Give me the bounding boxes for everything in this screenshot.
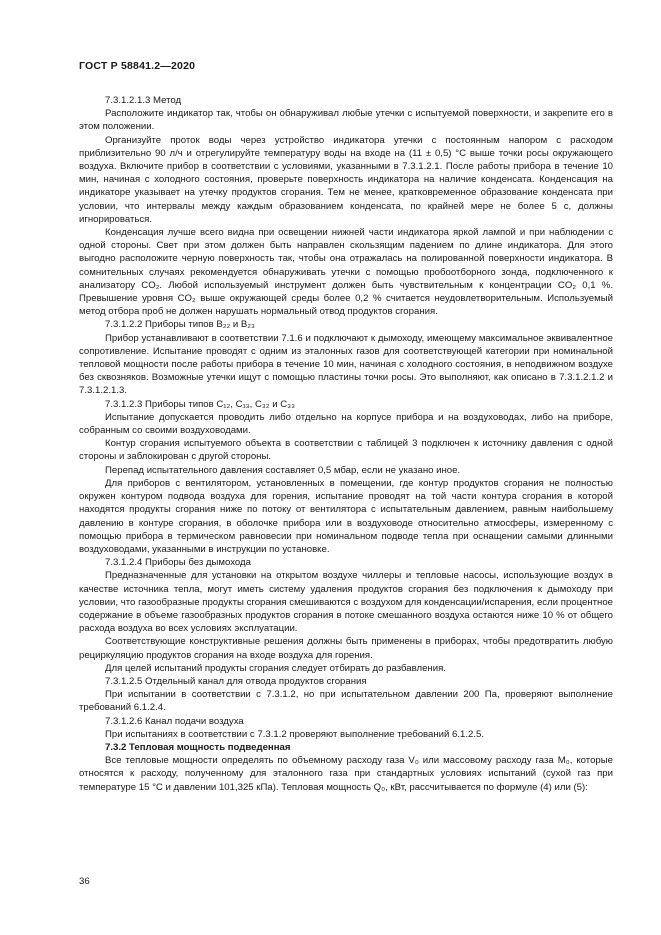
document-header: ГОСТ Р 58841.2—2020 (79, 60, 196, 72)
body-paragraph: Организуйте проток воды через устройство индикатора утечки с постоянным напором с расходом приблизительно 90 л/ч и отрегулируйте температуру воды на входе на (11 ± 0,5) °С выше точки росы окружающего воздуха. Включите прибор в соответствии с условиями, указанными в 7.3.1.2.1. После работы прибора в течение 10 мин, начиная с холодного состояния, проверьте поверхность индикатора на наличие конденсата. Конденсация на индикаторе указывает на утечку продуктов сгорания. Тем не менее, кратковременное образование конденсата при условии, что интервалы между каждым образованием конденсата, по крайней мере не более 5 с, должны игнорироваться. (79, 134, 613, 225)
body-paragraph: Контур сгорания испытуемого объекта в соответствии с таблицей 3 подключен к источнику давления с одной стороны и заблокирован с другой стороны. (79, 438, 613, 463)
page-number: 36 (79, 876, 90, 887)
body-paragraph: Соответствующие конструктивные решения должны быть применены в приборах, чтобы предотвратить любую рециркуляцию продуктов сгорания на входе воздуха для горения. (79, 636, 613, 661)
body-paragraph: При испытании в соответствии с 7.3.1.2, но при испытательном давлении 200 Па, проверяют выполнение требований 6.1.2.4. (79, 689, 613, 714)
body-paragraph: При испытаниях в соответствии с 7.3.1.2 проверяют выполнение требований 6.1.2.5. (105, 728, 485, 740)
body-paragraph: Предназначенные для установки на открытом воздухе чиллеры и тепловые насосы, использующие воздух в качестве источника тепла, могут иметь систему удаления продуктов сгорания без подключения к дымоходу при условии, что газообразные продукты сгорания смешиваются с воздухом для конденсации/испарения, если процентное содержание в объеме газообразных продуктов сгорания в потоке смешанного воздуха остаются ниже 10 % от общего расхода воздуха во всех условиях эксплуатации. (79, 570, 613, 635)
body-paragraph: Все тепловые мощности определять по объемному расходу газа V₀ или массовому расходу газа M₀, которые относятся к расходу, полученному для эталонного газа при стандартных условиях испытаний (сухой газ при температуре 15 °С и давлении 101,325 кПа). Тепловая мощность Q₀, кВт, рассчитывается по формуле (4) или (5): (79, 755, 613, 793)
body-paragraph: Испытание допускается проводить либо отдельно на корпусе прибора и на воздуховодах, либо на приборе, собранным со своими воздуховодами. (79, 411, 613, 437)
body-paragraph: Конденсация лучше всего видна при освещении нижней части индикатора яркой лампой и при наблюдении с одной стороны. Свет при этом должен быть направлен скользящим падением по длине индикатора. Для этого выгодно расположите черную поверхность так, чтобы она отражалась на полированной поверхности индикатора. В сомнительных случаях рекомендуется обнаруживать утечки с помощью пробоотборного зонда, подключенного к анализатору CO₂. Любой используемый инструмент должен быть чувствительным к концентрации CO₂ 0,1 %. Превышение уровня CO₂ выше окружающей среды более 0,2 % считается неудовлетворительным. Используемый метод отбора проб не должен нарушать нормальный отвод продуктов сгорания. (79, 227, 613, 318)
document-body (79, 94, 613, 794)
section-heading: 7.3.1.2.5 Отдельный канал для отвода продуктов сгорания (105, 675, 367, 687)
body-paragraph: Перепад испытательного давления составляет 0,5 мбар, если не указано иное. (105, 464, 461, 476)
section-heading: 7.3.1.2.3 Приборы типов C₁₂, C₁₃, C₃₂ и C₃₃ (105, 398, 295, 410)
body-paragraph: Для приборов с вентилятором, установленных в помещении, где контур продуктов сгорания не полностью окружен контуром подвода воздуха для горения, испытание проводят на той части контура сгорания в которой находятся продукты сгорания ниже по потоку от вентилятора с испытательным давлением, равным наибольшему давлению в контуре сгорания, в оболочке прибора или в воздуховоде относительно атмосферы, измеренному с помощью прибора в термическом равновесии при номинальном подводе тепла при оснащении самыми длинными воздуховодами, указанными в инструкции по установке. (79, 477, 613, 555)
section-heading: 7.3.1.2.6 Канал подачи воздуха (105, 715, 244, 727)
body-paragraph: Для целей испытаний продукты сгорания следует отбирать до разбавления. (105, 662, 446, 674)
section-heading: 7.3.1.2.1.3 Метод (105, 95, 182, 106)
section-heading: 7.3.2 Тепловая мощность подведенная (105, 741, 291, 753)
section-heading: 7.3.1.2.2 Приборы типов B₂₂ и B₂₃ (105, 319, 255, 331)
body-paragraph: Расположите индикатор так, чтобы он обнаруживал любые утечки с испытуемой поверхности, и закрепите его в этом положении. (79, 108, 613, 133)
body-paragraph: Прибор устанавливают в соответствии 7.1.6 и подключают к дымоходу, имеющему максимальное эквивалентное сопротивление. Испытание проводят с одним из эталонных газов для соответствующей категории при номинальной тепловой мощности после работы прибора в течение 10 мин, начиная с холодного состояния, в неподвижном воздухе без сквозняков. Возможные утечки ищут с помощью пластины точки росы. Это выполняют, как описано в 7.3.1.2.1.2 и 7.3.1.2.1.3. (79, 332, 613, 397)
section-heading: 7.3.1.2.4 Приборы без дымохода (105, 557, 251, 569)
